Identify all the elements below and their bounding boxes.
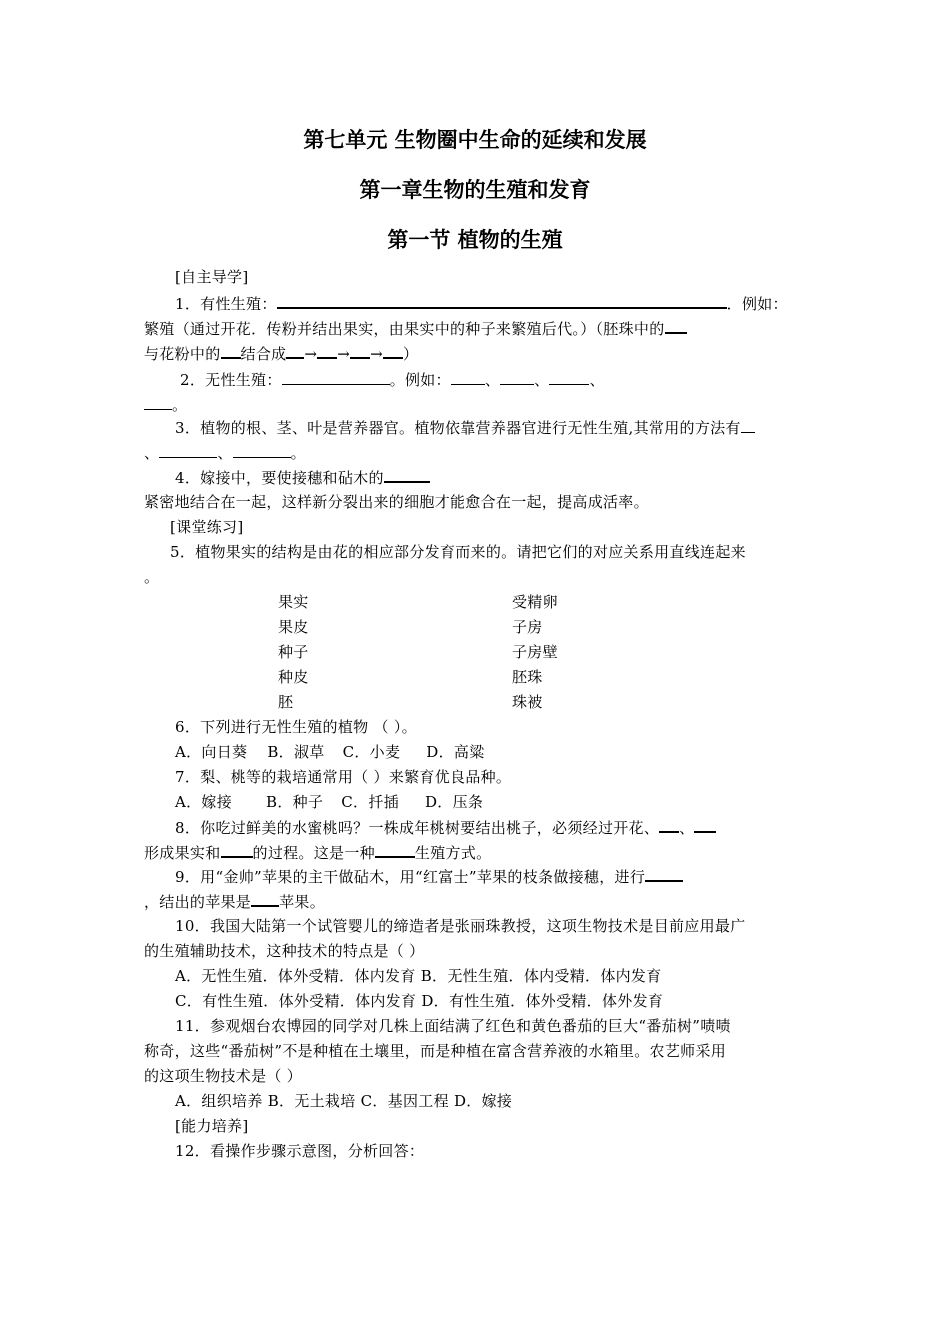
blank <box>317 343 337 359</box>
blank <box>741 418 755 433</box>
q1-label: 1．有性生殖： <box>175 295 277 313</box>
question-2-line-2 <box>144 395 187 415</box>
q9-text: 苹果。 <box>279 893 326 911</box>
q9-text: 9．用“金帅”苹果的主干做砧木，用“红富士”苹果的枝条做接穗，进行 <box>175 868 646 886</box>
blank <box>144 395 172 410</box>
q2-label: 2．无性生殖： <box>180 371 282 389</box>
question-5-line-2: 。 <box>144 568 160 586</box>
question-10-options-1: A．无性生殖．体外受精．体内发育 B．无性生殖．体内受精．体内发育 <box>175 967 662 985</box>
separator: 、 <box>589 371 605 389</box>
question-8-line-2 <box>144 842 491 863</box>
blank <box>549 370 589 385</box>
question-9-line-2 <box>144 891 325 912</box>
question-4-line-1 <box>175 467 430 488</box>
match-right-item: 子房 <box>512 618 543 636</box>
blank <box>221 343 241 359</box>
q8-text: 8．你吃过鲜美的水蜜桃吗？一株成年桃树要结出桃子，必须经过开花、 <box>175 819 660 837</box>
blank <box>282 370 390 385</box>
question-1-line-3 <box>144 343 418 364</box>
blank <box>286 343 304 359</box>
blank <box>221 842 253 858</box>
q3-text: 3．植物的根、茎、叶是营养器官。植物依靠营养器官进行无性生殖,其常用的方法有 <box>175 419 741 437</box>
question-10-line-2: 的生殖辅助技术，这种技术的特点是（ ） <box>144 942 425 960</box>
question-11-line-2: 称奇，这些“番茄树”不是种植在土壤里，而是种植在富含营养液的水箱里。农艺师采用 <box>144 1042 727 1060</box>
arrow: → <box>337 345 351 363</box>
match-left-item: 种子 <box>278 643 309 661</box>
separator: 、 <box>534 371 550 389</box>
question-1-line-2 <box>144 318 687 339</box>
option-c: C．小麦 <box>342 743 401 761</box>
option-a: A．向日葵 <box>175 743 248 761</box>
arrow: → <box>304 345 318 363</box>
question-11-options: A．组织培养 B．无土栽培 C．基因工程 D．嫁接 <box>175 1092 513 1110</box>
match-right-item: 珠被 <box>512 693 543 711</box>
self-study-header: [自主导学] <box>175 268 249 286</box>
blank <box>665 318 687 334</box>
blank <box>277 293 727 309</box>
question-5-line-1: 5．植物果实的结构是由花的相应部分发育而来的。请把它们的对应关系用直线连起来 <box>170 543 746 561</box>
blank <box>350 343 370 359</box>
blank <box>383 343 403 359</box>
question-2-line-1 <box>180 370 605 390</box>
q8-text: 生殖方式。 <box>414 844 492 862</box>
q2-text: 。 <box>172 396 188 414</box>
separator: 、 <box>217 444 233 462</box>
question-11-line-3: 的这项生物技术是（ ） <box>144 1067 303 1085</box>
match-right-item: 子房壁 <box>512 643 558 661</box>
q1-text: 与花粉中的 <box>144 345 221 363</box>
question-11-line-1: 11．参观烟台农博园的同学对几株上面结满了红色和黄色番茄的巨大“番茄树”啧啧 <box>175 1017 731 1035</box>
class-practice-header: [课堂练习] <box>170 518 244 536</box>
question-4-line-2: 紧密地结合在一起，这样新分裂出来的细胞才能愈合在一起，提高成活率。 <box>144 493 649 511</box>
blank <box>384 467 430 483</box>
separator: 、 <box>484 371 501 389</box>
blank <box>375 842 415 858</box>
q4-text: 4．嫁接中，要使接穗和砧木的 <box>175 469 384 487</box>
blank <box>659 817 679 833</box>
q1-text: ） <box>403 345 419 363</box>
question-9-line-1 <box>175 866 683 887</box>
blank <box>645 866 683 882</box>
match-left-item: 种皮 <box>278 668 309 686</box>
q1-text: 结合成 <box>240 345 287 363</box>
match-left-item: 胚 <box>278 693 294 711</box>
match-left-item: 果皮 <box>278 618 309 636</box>
q9-text: ，结出的苹果是 <box>144 893 252 911</box>
question-6-stem: 6．下列进行无性生殖的植物 （ ）。 <box>175 718 417 736</box>
question-10-line-1: 10．我国大陆第一个试管婴儿的缔造者是张丽珠教授，这项生物技术是目前应用最广 <box>175 917 746 935</box>
q8-text: 的过程。这是一种 <box>252 844 375 862</box>
question-3-line-1 <box>175 418 755 438</box>
q3-text: 。 <box>290 444 306 462</box>
option-d: D．压条 <box>424 793 484 811</box>
blank <box>159 443 217 458</box>
ability-header: [能力培养] <box>175 1117 249 1135</box>
separator: 、 <box>679 819 695 837</box>
question-6-options <box>175 742 485 762</box>
match-right-item: 受精卵 <box>512 593 558 611</box>
blank <box>251 891 279 907</box>
blank <box>500 370 534 385</box>
blank <box>694 817 716 833</box>
blank <box>451 370 485 385</box>
question-8-line-1 <box>175 817 716 838</box>
section-title: 第一节 植物的生殖 <box>387 228 563 252</box>
option-b: B．淑草 <box>267 743 325 761</box>
option-c: C．扦插 <box>341 793 399 811</box>
unit-title: 第七单元 生物圈中生命的延续和发展 <box>303 128 647 152</box>
question-1-line-1 <box>175 293 788 314</box>
question-7-stem: 7．梨、桃等的栽培通常用（ ）来繁育优良品种。 <box>175 768 512 786</box>
blank <box>233 443 291 458</box>
q1-example: ．例如： <box>726 295 788 313</box>
arrow: → <box>370 345 384 363</box>
match-right-item: 胚珠 <box>512 668 543 686</box>
question-10-options-2: C．有性生殖．体外受精．体内发育 D．有性生殖．体外受精．体外发育 <box>175 992 664 1010</box>
separator: 、 <box>144 444 160 462</box>
match-left-item: 果实 <box>278 593 309 611</box>
q8-text: 形成果实和 <box>144 844 221 862</box>
q2-example: 。例如： <box>389 371 451 389</box>
question-7-options <box>175 792 483 812</box>
option-d: D．高粱 <box>426 743 485 761</box>
question-3-line-2 <box>144 443 306 463</box>
question-12-line-1: 12．看操作步骤示意图，分析回答： <box>175 1142 425 1160</box>
q1-text: 繁殖（通过开花．传粉并结出果实，由果实中的种子来繁殖后代。）（胚珠中的 <box>144 320 665 338</box>
option-a: A．嫁接 <box>175 793 233 811</box>
option-b: B．种子 <box>266 793 324 811</box>
chapter-title: 第一章生物的生殖和发育 <box>359 178 591 202</box>
